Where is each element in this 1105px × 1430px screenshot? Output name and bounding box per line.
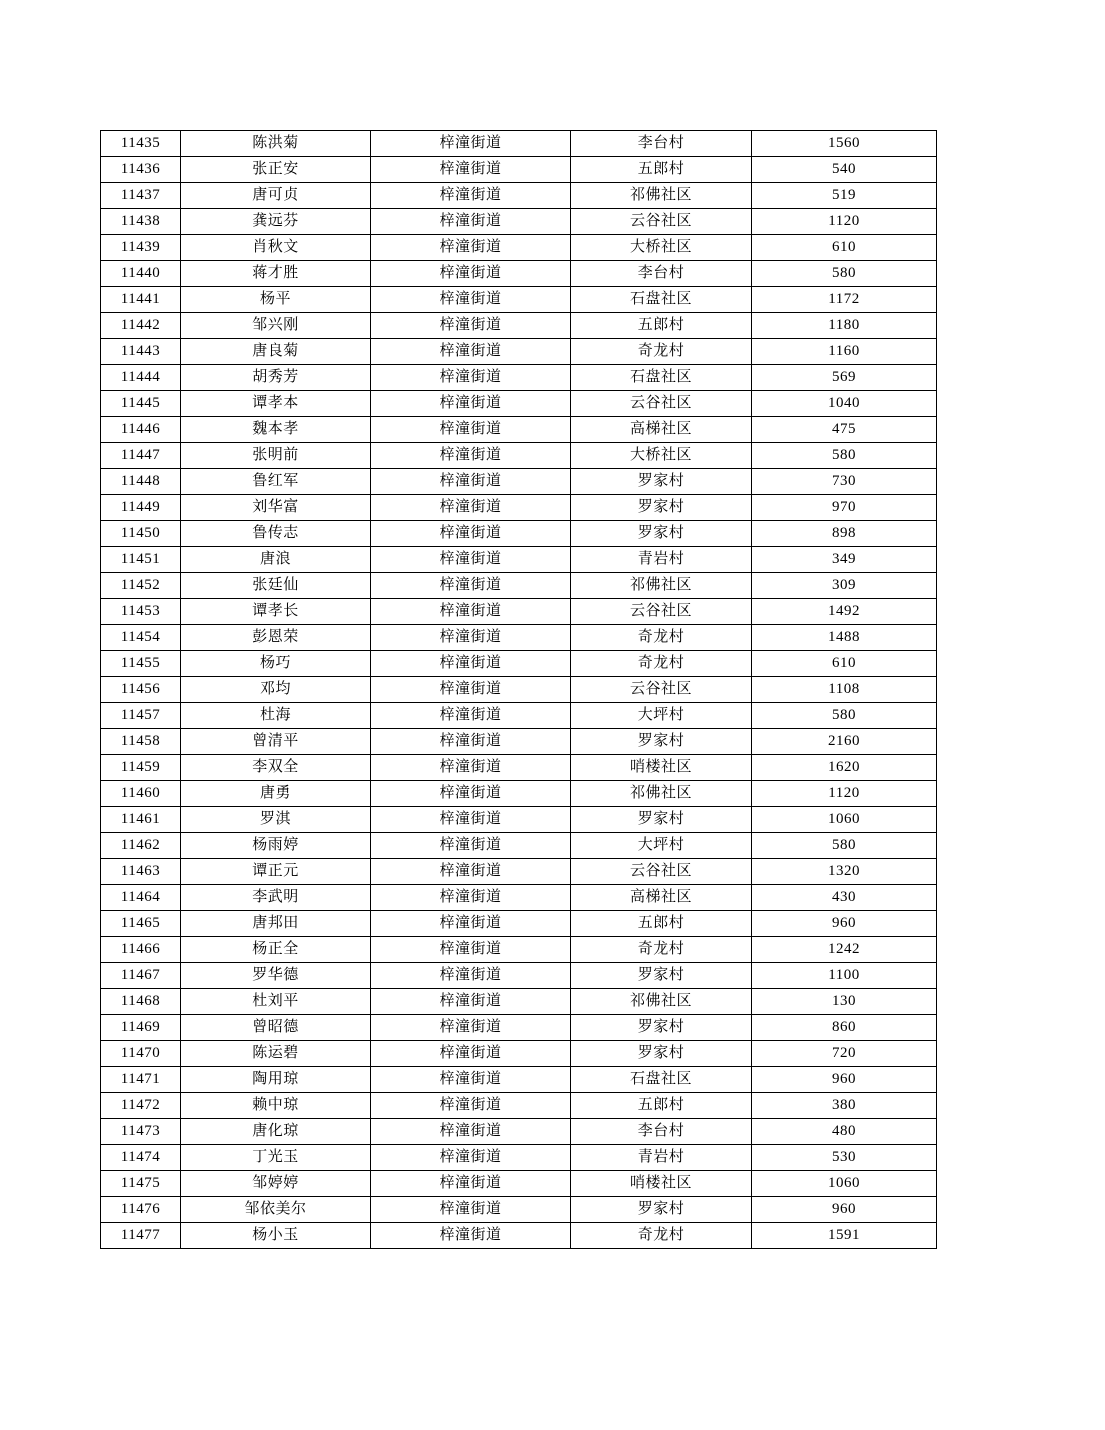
cell-amount: 1560 [752, 131, 937, 157]
cell-village: 罗家村 [571, 521, 752, 547]
cell-name: 唐邦田 [181, 911, 371, 937]
cell-id: 11464 [101, 885, 181, 911]
cell-street: 梓潼街道 [371, 365, 571, 391]
cell-id: 11456 [101, 677, 181, 703]
cell-village: 五郎村 [571, 157, 752, 183]
cell-name: 鲁传志 [181, 521, 371, 547]
cell-village: 云谷社区 [571, 859, 752, 885]
table-row [101, 937, 937, 963]
cell-village: 祁佛社区 [571, 781, 752, 807]
cell-name: 鲁红军 [181, 469, 371, 495]
cell-name: 罗华德 [181, 963, 371, 989]
cell-street: 梓潼街道 [371, 1197, 571, 1223]
cell-street: 梓潼街道 [371, 1015, 571, 1041]
cell-village: 祁佛社区 [571, 989, 752, 1015]
cell-street: 梓潼街道 [371, 443, 571, 469]
cell-street: 梓潼街道 [371, 469, 571, 495]
cell-amount: 898 [752, 521, 937, 547]
cell-village: 罗家村 [571, 807, 752, 833]
cell-name: 谭正元 [181, 859, 371, 885]
cell-village: 罗家村 [571, 1197, 752, 1223]
table-row [101, 755, 937, 781]
cell-amount: 309 [752, 573, 937, 599]
cell-amount: 960 [752, 1067, 937, 1093]
cell-street: 梓潼街道 [371, 989, 571, 1015]
cell-street: 梓潼街道 [371, 1145, 571, 1171]
cell-amount: 1120 [752, 781, 937, 807]
cell-street: 梓潼街道 [371, 1119, 571, 1145]
cell-name: 刘华富 [181, 495, 371, 521]
cell-name: 张廷仙 [181, 573, 371, 599]
cell-amount: 475 [752, 417, 937, 443]
cell-id: 11461 [101, 807, 181, 833]
cell-street: 梓潼街道 [371, 885, 571, 911]
table-row [101, 547, 937, 573]
cell-street: 梓潼街道 [371, 1041, 571, 1067]
cell-street: 梓潼街道 [371, 521, 571, 547]
table-row [101, 417, 937, 443]
cell-id: 11473 [101, 1119, 181, 1145]
cell-amount: 610 [752, 235, 937, 261]
cell-street: 梓潼街道 [371, 183, 571, 209]
table-row [101, 339, 937, 365]
cell-id: 11465 [101, 911, 181, 937]
cell-id: 11444 [101, 365, 181, 391]
table-row [101, 1223, 937, 1249]
cell-village: 奇龙村 [571, 625, 752, 651]
cell-id: 11475 [101, 1171, 181, 1197]
records-table [100, 130, 937, 1249]
table-row [101, 521, 937, 547]
cell-street: 梓潼街道 [371, 807, 571, 833]
cell-village: 李台村 [571, 1119, 752, 1145]
cell-name: 唐良菊 [181, 339, 371, 365]
table-row [101, 365, 937, 391]
cell-street: 梓潼街道 [371, 1093, 571, 1119]
cell-village: 云谷社区 [571, 677, 752, 703]
cell-name: 魏本孝 [181, 417, 371, 443]
cell-amount: 519 [752, 183, 937, 209]
cell-street: 梓潼街道 [371, 755, 571, 781]
cell-village: 罗家村 [571, 469, 752, 495]
cell-amount: 580 [752, 703, 937, 729]
cell-village: 云谷社区 [571, 391, 752, 417]
table-row [101, 1067, 937, 1093]
cell-village: 五郎村 [571, 313, 752, 339]
cell-id: 11445 [101, 391, 181, 417]
cell-street: 梓潼街道 [371, 599, 571, 625]
cell-village: 石盘社区 [571, 365, 752, 391]
cell-amount: 610 [752, 651, 937, 677]
cell-id: 11469 [101, 1015, 181, 1041]
table-row [101, 1171, 937, 1197]
table-row [101, 599, 937, 625]
cell-id: 11437 [101, 183, 181, 209]
cell-village: 大坪村 [571, 703, 752, 729]
cell-name: 杨小玉 [181, 1223, 371, 1249]
cell-id: 11462 [101, 833, 181, 859]
cell-street: 梓潼街道 [371, 677, 571, 703]
table-row [101, 807, 937, 833]
table-row [101, 989, 937, 1015]
cell-id: 11459 [101, 755, 181, 781]
cell-name: 罗淇 [181, 807, 371, 833]
cell-street: 梓潼街道 [371, 963, 571, 989]
table-row [101, 859, 937, 885]
cell-name: 李双全 [181, 755, 371, 781]
table-row [101, 1015, 937, 1041]
cell-id: 11438 [101, 209, 181, 235]
cell-id: 11476 [101, 1197, 181, 1223]
table-row [101, 573, 937, 599]
cell-amount: 1160 [752, 339, 937, 365]
cell-name: 陈洪菊 [181, 131, 371, 157]
cell-amount: 1100 [752, 963, 937, 989]
cell-village: 罗家村 [571, 729, 752, 755]
cell-amount: 580 [752, 443, 937, 469]
cell-street: 梓潼街道 [371, 261, 571, 287]
cell-amount: 1040 [752, 391, 937, 417]
cell-amount: 1492 [752, 599, 937, 625]
cell-name: 杨巧 [181, 651, 371, 677]
cell-street: 梓潼街道 [371, 859, 571, 885]
cell-name: 杜刘平 [181, 989, 371, 1015]
table-row [101, 1119, 937, 1145]
cell-street: 梓潼街道 [371, 729, 571, 755]
cell-id: 11467 [101, 963, 181, 989]
cell-village: 五郎村 [571, 911, 752, 937]
table-row [101, 1145, 937, 1171]
cell-village: 云谷社区 [571, 599, 752, 625]
cell-name: 张明前 [181, 443, 371, 469]
cell-street: 梓潼街道 [371, 703, 571, 729]
cell-id: 11454 [101, 625, 181, 651]
cell-id: 11449 [101, 495, 181, 521]
cell-amount: 349 [752, 547, 937, 573]
cell-village: 奇龙村 [571, 651, 752, 677]
table-row [101, 963, 937, 989]
cell-amount: 1591 [752, 1223, 937, 1249]
cell-amount: 430 [752, 885, 937, 911]
cell-amount: 1620 [752, 755, 937, 781]
cell-village: 罗家村 [571, 963, 752, 989]
cell-street: 梓潼街道 [371, 417, 571, 443]
cell-village: 祁佛社区 [571, 573, 752, 599]
cell-id: 11435 [101, 131, 181, 157]
cell-name: 邹依美尔 [181, 1197, 371, 1223]
cell-village: 祁佛社区 [571, 183, 752, 209]
table-row [101, 157, 937, 183]
cell-village: 高梯社区 [571, 885, 752, 911]
table-row [101, 469, 937, 495]
cell-name: 龚远芬 [181, 209, 371, 235]
cell-amount: 1060 [752, 1171, 937, 1197]
cell-amount: 720 [752, 1041, 937, 1067]
cell-village: 李台村 [571, 261, 752, 287]
cell-amount: 580 [752, 833, 937, 859]
cell-street: 梓潼街道 [371, 573, 571, 599]
table-row [101, 209, 937, 235]
cell-village: 哨楼社区 [571, 1171, 752, 1197]
cell-id: 11450 [101, 521, 181, 547]
cell-id: 11446 [101, 417, 181, 443]
cell-village: 奇龙村 [571, 937, 752, 963]
cell-amount: 1320 [752, 859, 937, 885]
cell-street: 梓潼街道 [371, 1223, 571, 1249]
cell-name: 谭孝本 [181, 391, 371, 417]
cell-village: 奇龙村 [571, 1223, 752, 1249]
cell-village: 大桥社区 [571, 235, 752, 261]
cell-name: 杨正全 [181, 937, 371, 963]
cell-id: 11436 [101, 157, 181, 183]
cell-name: 蒋才胜 [181, 261, 371, 287]
table-row [101, 625, 937, 651]
table-row [101, 781, 937, 807]
cell-street: 梓潼街道 [371, 287, 571, 313]
table-row [101, 885, 937, 911]
cell-village: 青岩村 [571, 1145, 752, 1171]
cell-village: 哨楼社区 [571, 755, 752, 781]
cell-street: 梓潼街道 [371, 391, 571, 417]
table-row [101, 287, 937, 313]
cell-amount: 860 [752, 1015, 937, 1041]
cell-amount: 970 [752, 495, 937, 521]
cell-amount: 1172 [752, 287, 937, 313]
cell-name: 曾清平 [181, 729, 371, 755]
table-row [101, 495, 937, 521]
table-row [101, 391, 937, 417]
table-row [101, 235, 937, 261]
cell-amount: 960 [752, 1197, 937, 1223]
cell-amount: 530 [752, 1145, 937, 1171]
cell-id: 11457 [101, 703, 181, 729]
cell-amount: 2160 [752, 729, 937, 755]
table-row [101, 651, 937, 677]
cell-id: 11472 [101, 1093, 181, 1119]
cell-name: 肖秋文 [181, 235, 371, 261]
cell-id: 11442 [101, 313, 181, 339]
cell-name: 陶用琼 [181, 1067, 371, 1093]
table-row [101, 313, 937, 339]
cell-name: 丁光玉 [181, 1145, 371, 1171]
cell-village: 李台村 [571, 131, 752, 157]
table-row [101, 1041, 937, 1067]
cell-amount: 1060 [752, 807, 937, 833]
cell-amount: 569 [752, 365, 937, 391]
cell-amount: 1488 [752, 625, 937, 651]
cell-street: 梓潼街道 [371, 547, 571, 573]
cell-id: 11448 [101, 469, 181, 495]
cell-id: 11458 [101, 729, 181, 755]
cell-amount: 380 [752, 1093, 937, 1119]
cell-id: 11466 [101, 937, 181, 963]
cell-name: 赖中琼 [181, 1093, 371, 1119]
cell-village: 石盘社区 [571, 287, 752, 313]
cell-street: 梓潼街道 [371, 131, 571, 157]
cell-street: 梓潼街道 [371, 1067, 571, 1093]
cell-street: 梓潼街道 [371, 339, 571, 365]
table-row [101, 131, 937, 157]
cell-amount: 1242 [752, 937, 937, 963]
cell-id: 11443 [101, 339, 181, 365]
cell-id: 11474 [101, 1145, 181, 1171]
cell-name: 胡秀芳 [181, 365, 371, 391]
cell-id: 11460 [101, 781, 181, 807]
cell-village: 大桥社区 [571, 443, 752, 469]
cell-amount: 1108 [752, 677, 937, 703]
cell-name: 杨雨婷 [181, 833, 371, 859]
cell-id: 11471 [101, 1067, 181, 1093]
cell-id: 11441 [101, 287, 181, 313]
cell-village: 云谷社区 [571, 209, 752, 235]
cell-village: 罗家村 [571, 1041, 752, 1067]
cell-id: 11452 [101, 573, 181, 599]
cell-village: 五郎村 [571, 1093, 752, 1119]
table-row [101, 1093, 937, 1119]
table-row [101, 703, 937, 729]
cell-street: 梓潼街道 [371, 157, 571, 183]
cell-amount: 960 [752, 911, 937, 937]
cell-village: 高梯社区 [571, 417, 752, 443]
cell-name: 唐勇 [181, 781, 371, 807]
cell-name: 张正安 [181, 157, 371, 183]
cell-amount: 1180 [752, 313, 937, 339]
cell-village: 罗家村 [571, 495, 752, 521]
cell-name: 陈运碧 [181, 1041, 371, 1067]
cell-village: 石盘社区 [571, 1067, 752, 1093]
table-row [101, 183, 937, 209]
cell-street: 梓潼街道 [371, 235, 571, 261]
cell-id: 11470 [101, 1041, 181, 1067]
cell-id: 11439 [101, 235, 181, 261]
cell-name: 唐化琼 [181, 1119, 371, 1145]
records-table-body [101, 131, 937, 1249]
table-row [101, 1197, 937, 1223]
cell-name: 曾昭德 [181, 1015, 371, 1041]
cell-street: 梓潼街道 [371, 625, 571, 651]
cell-name: 李武明 [181, 885, 371, 911]
cell-name: 谭孝长 [181, 599, 371, 625]
cell-id: 11453 [101, 599, 181, 625]
cell-street: 梓潼街道 [371, 651, 571, 677]
cell-id: 11468 [101, 989, 181, 1015]
table-row [101, 443, 937, 469]
cell-id: 11455 [101, 651, 181, 677]
table-row [101, 677, 937, 703]
cell-name: 唐可贞 [181, 183, 371, 209]
cell-name: 邓均 [181, 677, 371, 703]
cell-street: 梓潼街道 [371, 1171, 571, 1197]
cell-street: 梓潼街道 [371, 495, 571, 521]
cell-amount: 130 [752, 989, 937, 1015]
cell-village: 奇龙村 [571, 339, 752, 365]
cell-street: 梓潼街道 [371, 781, 571, 807]
cell-id: 11451 [101, 547, 181, 573]
cell-street: 梓潼街道 [371, 209, 571, 235]
cell-street: 梓潼街道 [371, 313, 571, 339]
cell-amount: 480 [752, 1119, 937, 1145]
table-row [101, 261, 937, 287]
cell-village: 大坪村 [571, 833, 752, 859]
cell-street: 梓潼街道 [371, 833, 571, 859]
cell-village: 罗家村 [571, 1015, 752, 1041]
table-row [101, 911, 937, 937]
cell-amount: 580 [752, 261, 937, 287]
table-row [101, 729, 937, 755]
cell-amount: 540 [752, 157, 937, 183]
cell-street: 梓潼街道 [371, 937, 571, 963]
cell-village: 青岩村 [571, 547, 752, 573]
cell-name: 邹兴刚 [181, 313, 371, 339]
cell-amount: 730 [752, 469, 937, 495]
cell-name: 唐浪 [181, 547, 371, 573]
cell-street: 梓潼街道 [371, 911, 571, 937]
cell-id: 11477 [101, 1223, 181, 1249]
cell-name: 邹婷婷 [181, 1171, 371, 1197]
cell-name: 杜海 [181, 703, 371, 729]
table-row [101, 833, 937, 859]
cell-id: 11440 [101, 261, 181, 287]
cell-id: 11447 [101, 443, 181, 469]
cell-amount: 1120 [752, 209, 937, 235]
cell-id: 11463 [101, 859, 181, 885]
cell-name: 彭恩荣 [181, 625, 371, 651]
cell-name: 杨平 [181, 287, 371, 313]
